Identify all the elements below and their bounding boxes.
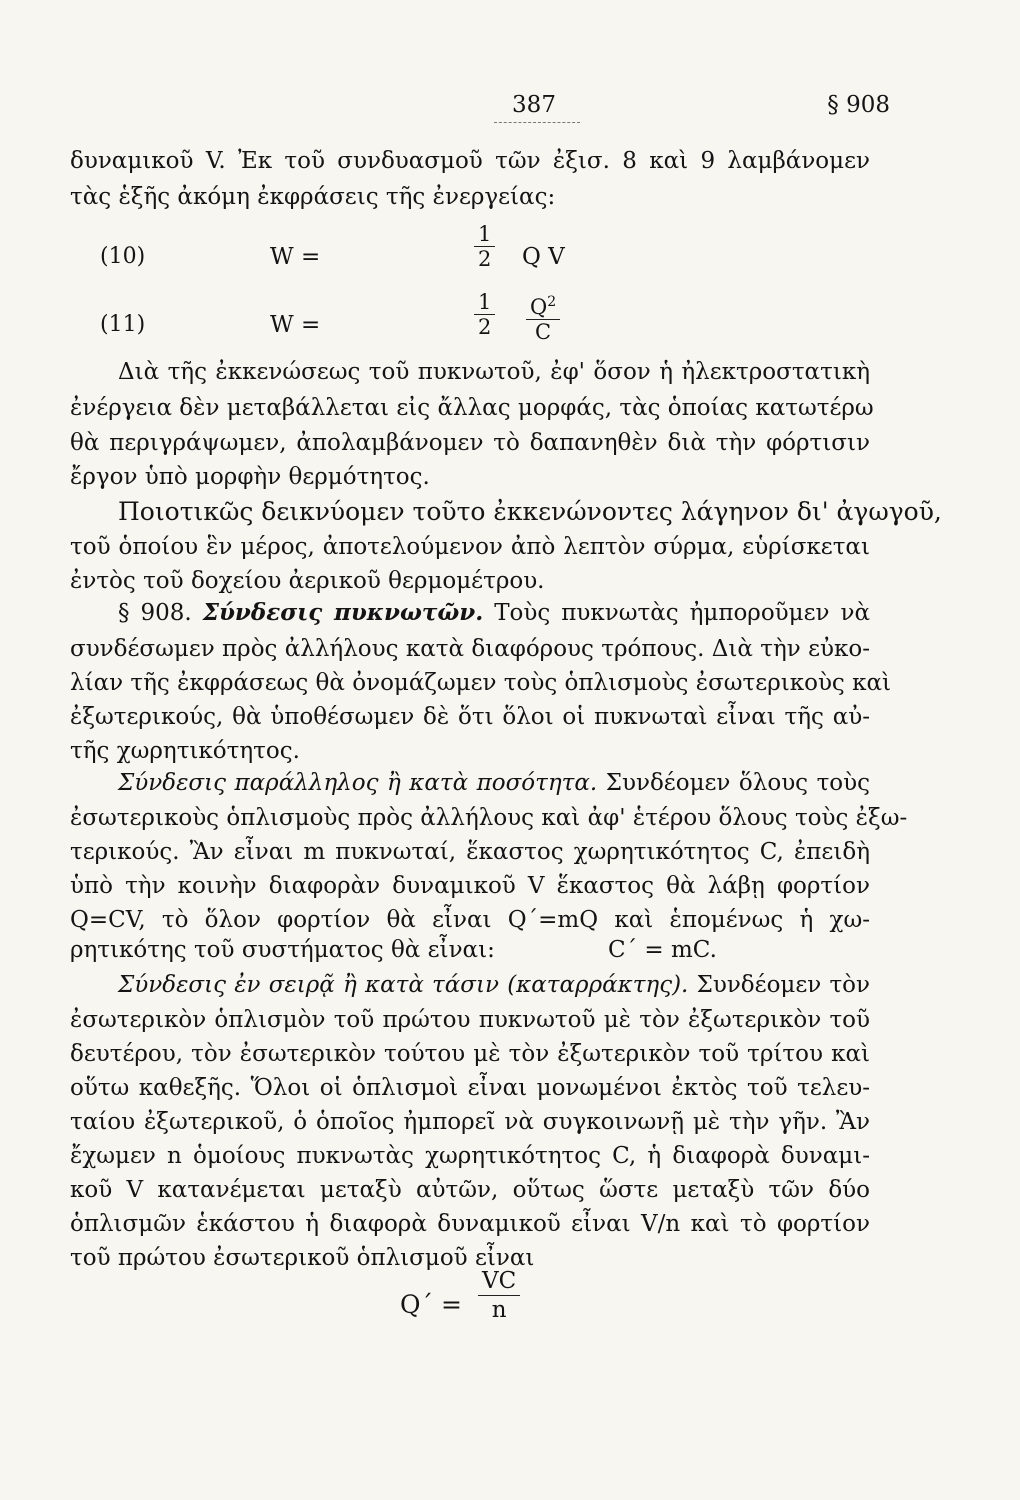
equation-fraction bbox=[474, 290, 495, 339]
paragraph-line: οὕτω καθεξῆς. Ὅλοι οἱ ὁπλισμοὶ εἶναι μονωμένοι ἐκτὸς τοῦ τελευ- bbox=[70, 1075, 870, 1101]
paragraph-line: ἐντὸς τοῦ δοχείου ἀερικοῦ θερμομέτρου. bbox=[70, 568, 545, 594]
paragraph-line: λίαν τῆς ἐκφράσεως θὰ ὀνομάζωμεν τοὺς ὁπλισμοὺς ἐσωτερικοὺς καὶ bbox=[70, 670, 892, 696]
subsection-heading: Σύνδεσις παράλληλος ἢ κατὰ ποσότητα. bbox=[118, 770, 598, 796]
paragraph-line: κοῦ V κατανέμεται μεταξὺ αὐτῶν, οὕτως ὥστε μεταξὺ τῶν δύο bbox=[70, 1177, 870, 1203]
fraction-numerator: VC bbox=[478, 1267, 520, 1296]
intro-line: τὰς ἑξῆς ἀκόμη ἐκφράσεις τῆς ἐνεργείας: bbox=[70, 184, 556, 210]
subsection-text: Συνδέομεν τὸν bbox=[696, 972, 871, 998]
subsection-heading: Σύνδεσις ἐν σειρᾷ ἢ κατὰ τάσιν (καταρράκτης). bbox=[118, 972, 689, 998]
page-number: 387 bbox=[512, 92, 556, 118]
paragraph-line: ταίου ἐξωτερικοῦ, ὁ ὁποῖος ἠμπορεῖ νὰ συγκοινωνῇ μὲ τὴν γῆν. Ἂν bbox=[70, 1109, 870, 1135]
equation-lhs: Q΄ = bbox=[400, 1290, 462, 1319]
section-number: § 908. bbox=[118, 600, 192, 626]
paragraph-line: ὑπὸ τὴν κοινὴν διαφορὰν δυναμικοῦ V ἕκαστος θὰ λάβῃ φορτίον bbox=[70, 873, 870, 899]
paragraph-line: ἐνέργεια δὲν μεταβάλλεται εἰς ἄλλας μορφάς, τὰς ὁποίας κατωτέρω bbox=[70, 395, 874, 421]
series-heading-line bbox=[118, 970, 870, 1000]
exponent: 2 bbox=[547, 294, 557, 310]
paragraph-line: Ποιοτικῶς δεικνύομεν τοῦτο ἐκκενώνοντες λάγηνον δι' ἀγωγοῦ, bbox=[118, 497, 942, 526]
paragraph-line: ἔχωμεν n ὁμοίους πυκνωτὰς χωρητικότητος C, ἡ διαφορὰ δυναμι- bbox=[70, 1143, 870, 1169]
equation-rhs: Q V bbox=[522, 244, 565, 270]
parallel-heading-line bbox=[118, 768, 870, 798]
fraction-numerator: 1 bbox=[474, 222, 495, 247]
section-title: Σύνδεσις πυκνωτῶν. bbox=[202, 599, 484, 626]
intro-line: δυναμικοῦ V. Ἐκ τοῦ συνδυασμοῦ τῶν ἐξισ. 8 καὶ 9 λαμβάνομεν bbox=[70, 148, 870, 174]
q-symbol: Q bbox=[530, 295, 548, 319]
page-number-underline bbox=[494, 122, 580, 123]
fraction-denominator: n bbox=[491, 1297, 507, 1323]
paragraph-line: συνδέσωμεν πρὸς ἀλλήλους κατὰ διαφόρους τρόπους. Διὰ τὴν εὐκο- bbox=[70, 636, 870, 662]
paragraph-line-with-formula bbox=[70, 935, 870, 965]
paragraph-line: Διὰ τῆς ἐκκενώσεως τοῦ πυκνωτοῦ, ἐφ' ὅσον ἡ ἠλεκτροστατικὴ bbox=[118, 359, 870, 385]
paragraph-line: θὰ περιγράψωμεν, ἀπολαμβάνομεν τὸ δαπανηθὲν διὰ τὴν φόρτισιν bbox=[70, 430, 870, 456]
paragraph-line: ἐξωτερικούς, θὰ ὑποθέσωμεν δὲ ὅτι ὅλοι οἱ πυκνωταὶ εἶναι τῆς αὐ- bbox=[70, 704, 870, 730]
paragraph-line: τερικούς. Ἂν εἶναι m πυκνωταί, ἕκαστος χωρητικότητος C, ἐπειδὴ bbox=[70, 839, 870, 865]
paragraph-line: Q=CV, τὸ ὅλον φορτίον θὰ εἶναι Q΄=mQ καὶ ἑπομένως ἡ χω- bbox=[70, 907, 870, 933]
fraction-numerator bbox=[526, 290, 560, 320]
paragraph-line: ἐσωτερικοὺς ὁπλισμοὺς πρὸς ἀλλήλους καὶ ἀφ' ἑτέρου ὅλους τοὺς ἐξω- bbox=[70, 805, 908, 831]
fraction-denominator: 2 bbox=[478, 315, 492, 339]
equation-label: (10) bbox=[100, 244, 146, 269]
equation-lhs: W = bbox=[270, 244, 321, 270]
capacitance-formula: C΄ = mC. bbox=[608, 937, 717, 963]
section-text: Τοὺς πυκνωτὰς ἠμποροῦμεν νὰ bbox=[494, 600, 870, 626]
paragraph-line: δευτέρου, τὸν ἐσωτερικὸν τούτου μὲ τὸν ἐξωτερικὸν τοῦ τρίτου καὶ bbox=[70, 1041, 870, 1067]
equation-fraction bbox=[474, 222, 495, 271]
subsection-text: Συνδέομεν ὅλους τοὺς bbox=[605, 770, 870, 796]
paragraph-line: τῆς χωρητικότητος. bbox=[70, 738, 300, 764]
paragraph-line: ἐσωτερικὸν ὁπλισμὸν τοῦ πρώτου πυκνωτοῦ μὲ τὸν ἐξωτερικὸν τοῦ bbox=[70, 1007, 870, 1033]
section-908-heading-line bbox=[118, 598, 870, 628]
equation-fraction bbox=[478, 1267, 520, 1324]
equation-fraction bbox=[526, 290, 560, 344]
paragraph-line: ὁπλισμῶν ἑκάστου ἡ διαφορὰ δυναμικοῦ εἶναι V/n καὶ τὸ φορτίον bbox=[70, 1211, 870, 1237]
fraction-denominator: 2 bbox=[478, 247, 492, 271]
page-header bbox=[70, 92, 890, 132]
section-reference: § 908 bbox=[827, 92, 890, 118]
paragraph-line: τοῦ ὁποίου ἓν μέρος, ἀποτελούμενον ἀπὸ λεπτὸν σύρμα, εὑρίσκεται bbox=[70, 534, 870, 560]
paragraph-text: ρητικότης τοῦ συστήματος θὰ εἶναι: bbox=[70, 937, 495, 963]
equation-label: (11) bbox=[100, 312, 146, 337]
equation-lhs: W = bbox=[270, 312, 321, 338]
fraction-denominator: C bbox=[535, 320, 552, 344]
paragraph-line: τοῦ πρώτου ἐσωτερικοῦ ὁπλισμοῦ εἶναι bbox=[70, 1245, 535, 1271]
fraction-numerator: 1 bbox=[474, 290, 495, 315]
paragraph-line: ἔργον ὑπὸ μορφὴν θερμότητος. bbox=[70, 464, 430, 490]
